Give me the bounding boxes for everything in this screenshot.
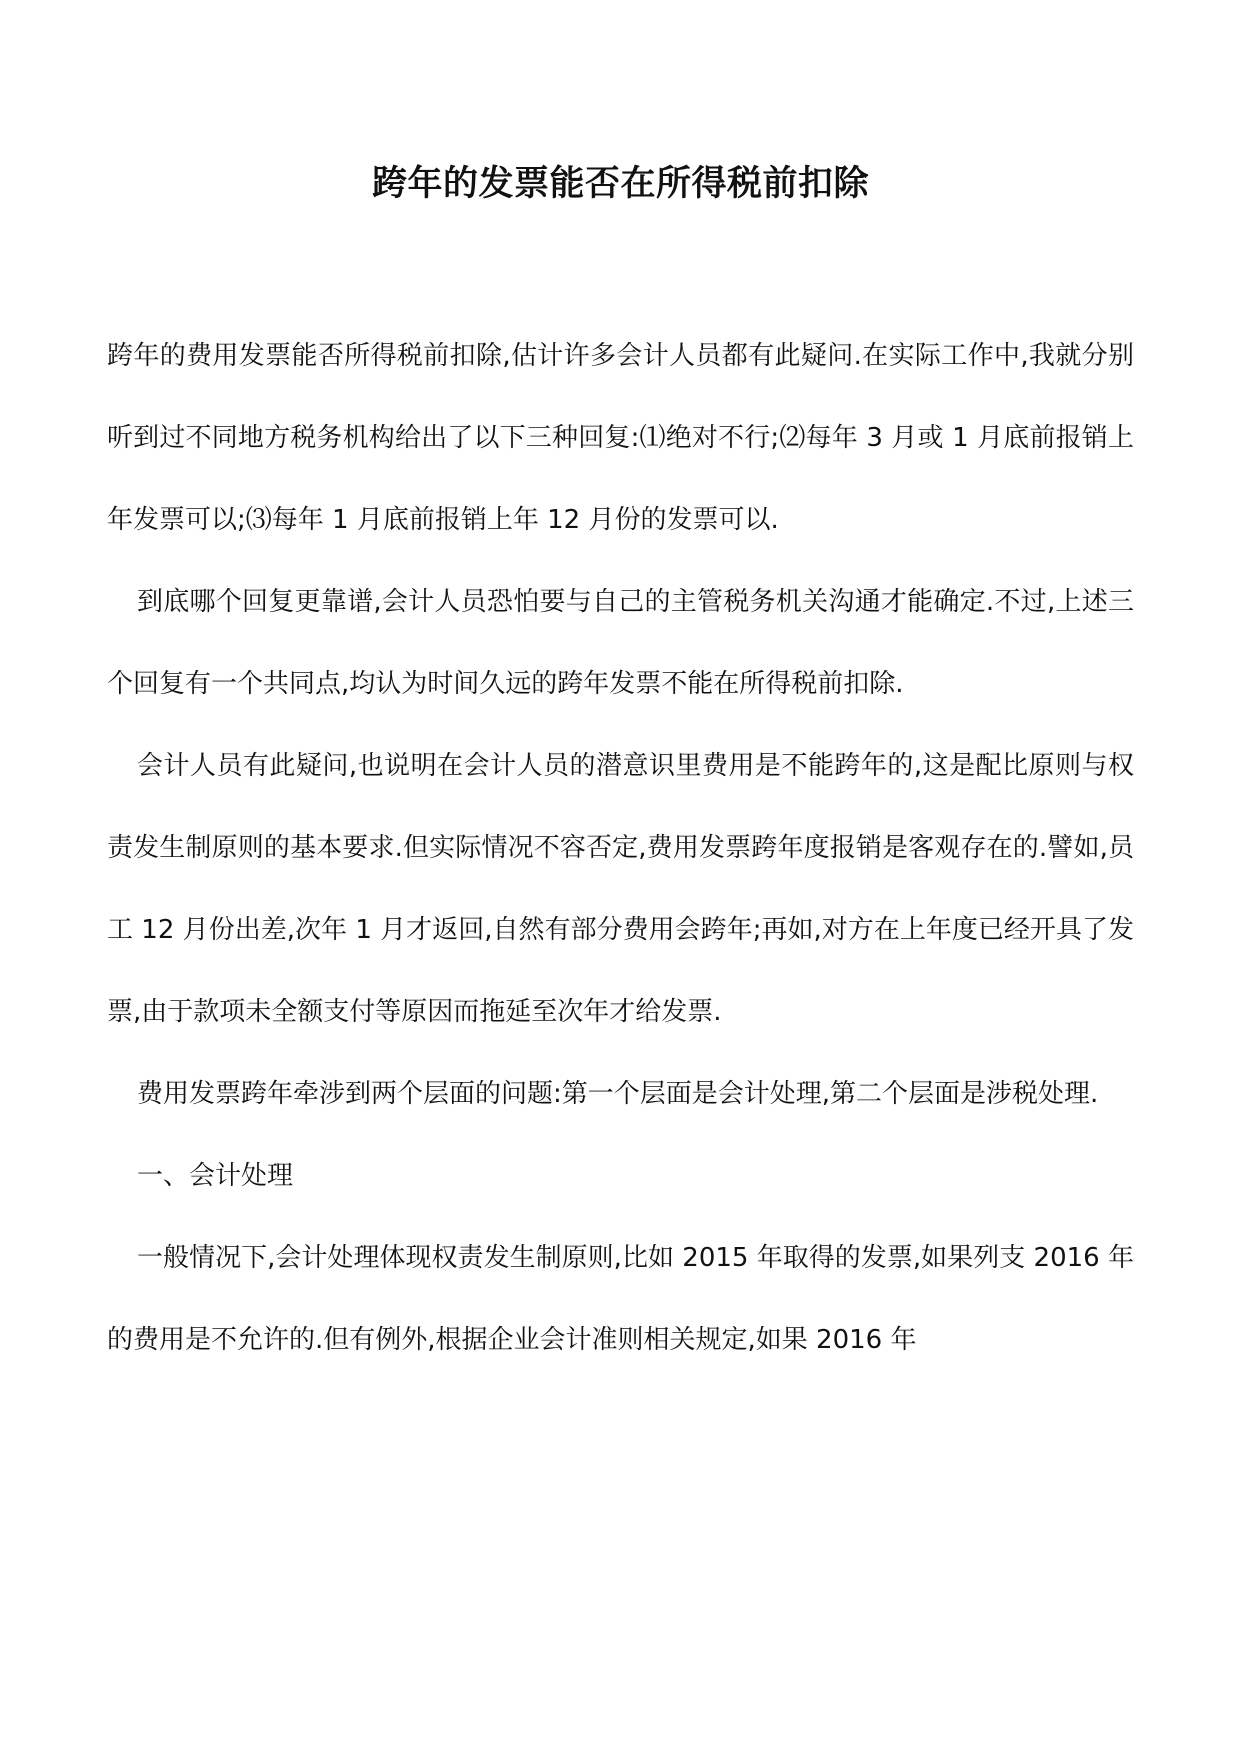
document-body — [107, 315, 1134, 1381]
paragraph-5: 一般情况下,会计处理体现权责发生制原则,比如 2015 年取得的发票,如果列支 2016 年的费用是不允许的.但有例外,根据企业会计准则相关规定,如果 2016 年 — [107, 1243, 1134, 1355]
paragraph-4: 费用发票跨年牵涉到两个层面的问题:第一个层面是会计处理,第二个层面是涉税处理. — [137, 1079, 1099, 1109]
paragraph-3: 会计人员有此疑问,也说明在会计人员的潜意识里费用是不能跨年的,这是配比原则与权责发生制原则的基本要求.但实际情况不容否定,费用发票跨年度报销是客观存在的.譬如,员工 12 月份出差,次年 1 月才返回,自然有部分费用会跨年;再如,对方在上年度已经开具了发票,由于款项未全额支付等原因而拖延至次年才给发票. — [107, 751, 1134, 1027]
paragraph-2: 到底哪个回复更靠谱,会计人员恐怕要与自己的主管税务机关沟通才能确定.不过,上述三个回复有一个共同点,均认为时间久远的跨年发票不能在所得税前扣除. — [107, 587, 1134, 699]
paragraph-1: 跨年的费用发票能否所得税前扣除,估计许多会计人员都有此疑问.在实际工作中,我就分别听到过不同地方税务机构给出了以下三种回复:⑴绝对不行;⑵每年 3 月或 1 月底前报销上年发票可以;⑶每年 1 月底前报销上年 12 月份的发票可以. — [107, 341, 1134, 535]
document-title: 跨年的发票能否在所得税前扣除 — [371, 163, 869, 204]
section-heading-accounting: 一、会计处理 — [137, 1161, 294, 1191]
